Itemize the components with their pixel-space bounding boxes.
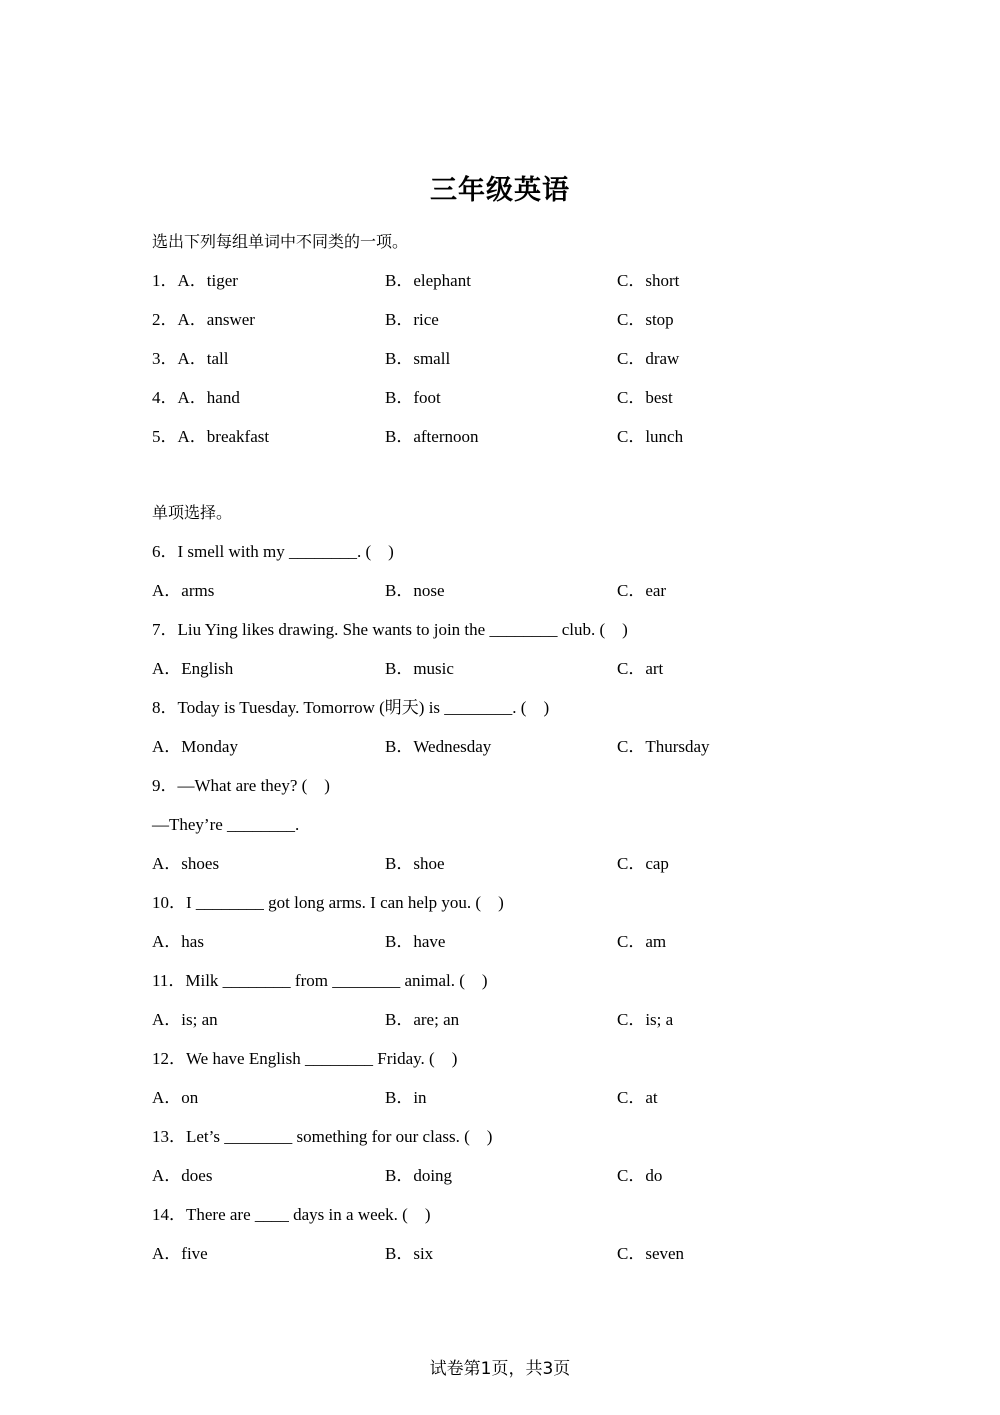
option-c: C．cap [617,854,669,873]
question-8: 8．Today is Tuesday. Tomorrow (明天) is ________. ( ) [152,698,550,717]
question-row-4 [152,384,852,423]
section-spacer [152,462,852,499]
question-row-2 [152,306,852,345]
option-a: 4．A．hand [152,388,240,407]
option-c: C．at [617,1088,658,1107]
option-a: A．English [152,659,234,678]
option-b: B．afternoon [385,427,479,446]
option-c: C．best [617,388,673,407]
option-b: B．doing [385,1166,453,1185]
question-8-options [152,733,852,772]
question-6: 6．I smell with my ________. ( ) [152,542,394,561]
page-footer: 试卷第1页，共3页 [429,1359,571,1379]
section-heading-single-choice: 单项选择。 [152,503,233,522]
question-12: 12．We have English ________ Friday. ( ) [152,1049,458,1068]
question-9-options [152,850,852,889]
option-b: B．foot [385,388,441,407]
option-c: C．art [617,659,664,678]
option-a: 5．A．breakfast [152,427,270,446]
option-c: C．short [617,271,680,290]
question-10-options [152,928,852,967]
option-a: A．arms [152,581,215,600]
option-c: C．Thursday [617,737,710,756]
question-13-options [152,1162,852,1201]
question-14-options [152,1240,852,1279]
question-11-options [152,1006,852,1045]
option-a: A．does [152,1166,213,1185]
option-a: A．five [152,1244,208,1263]
option-c: C．is; a [617,1010,674,1029]
question-row-3 [152,345,852,384]
question-9-reply: —They’re ________. [152,815,300,834]
question-row-5 [152,423,852,462]
option-a: A．Monday [152,737,238,756]
option-b: B．in [385,1088,427,1107]
option-b: B．rice [385,310,439,329]
option-a: 1．A．tiger [152,271,238,290]
question-7: 7．Liu Ying likes drawing. She wants to join the ________ club. ( ) [152,620,628,639]
option-b: B．music [385,659,454,678]
option-b: B．have [385,932,446,951]
option-a: A．shoes [152,854,220,873]
question-9: 9．—What are they? ( ) [152,776,330,795]
option-c: C．ear [617,581,667,600]
question-6-options [152,577,852,616]
question-13: 13．Let’s ________ something for our class. ( ) [152,1127,493,1146]
question-14: 14．There are ____ days in a week. ( ) [152,1205,431,1224]
option-c: C．draw [617,349,680,368]
option-b: B．elephant [385,271,471,290]
option-a: 2．A．answer [152,310,255,329]
page-title: 三年级英语 [430,175,570,206]
option-a: A．has [152,932,204,951]
option-a: A．on [152,1088,199,1107]
option-c: C．do [617,1166,663,1185]
question-11: 11．Milk ________ from ________ animal. ( ) [152,971,488,990]
option-a: A．is; an [152,1010,218,1029]
question-7-options [152,655,852,694]
option-c: C．seven [617,1244,685,1263]
option-b: B．nose [385,581,445,600]
question-10: 10．I ________ got long arms. I can help you. ( ) [152,893,504,912]
option-c: C．lunch [617,427,684,446]
question-row-1 [152,267,852,306]
option-c: C．stop [617,310,674,329]
option-b: B．six [385,1244,434,1263]
option-b: B．shoe [385,854,445,873]
exam-content [152,228,852,1279]
option-b: B．Wednesday [385,737,492,756]
option-a: 3．A．tall [152,349,229,368]
option-c: C．am [617,932,667,951]
option-b: B．small [385,349,451,368]
option-b: B．are; an [385,1010,460,1029]
section-heading-word-classification: 选出下列每组单词中不同类的一项。 [152,232,409,251]
question-12-options [152,1084,852,1123]
